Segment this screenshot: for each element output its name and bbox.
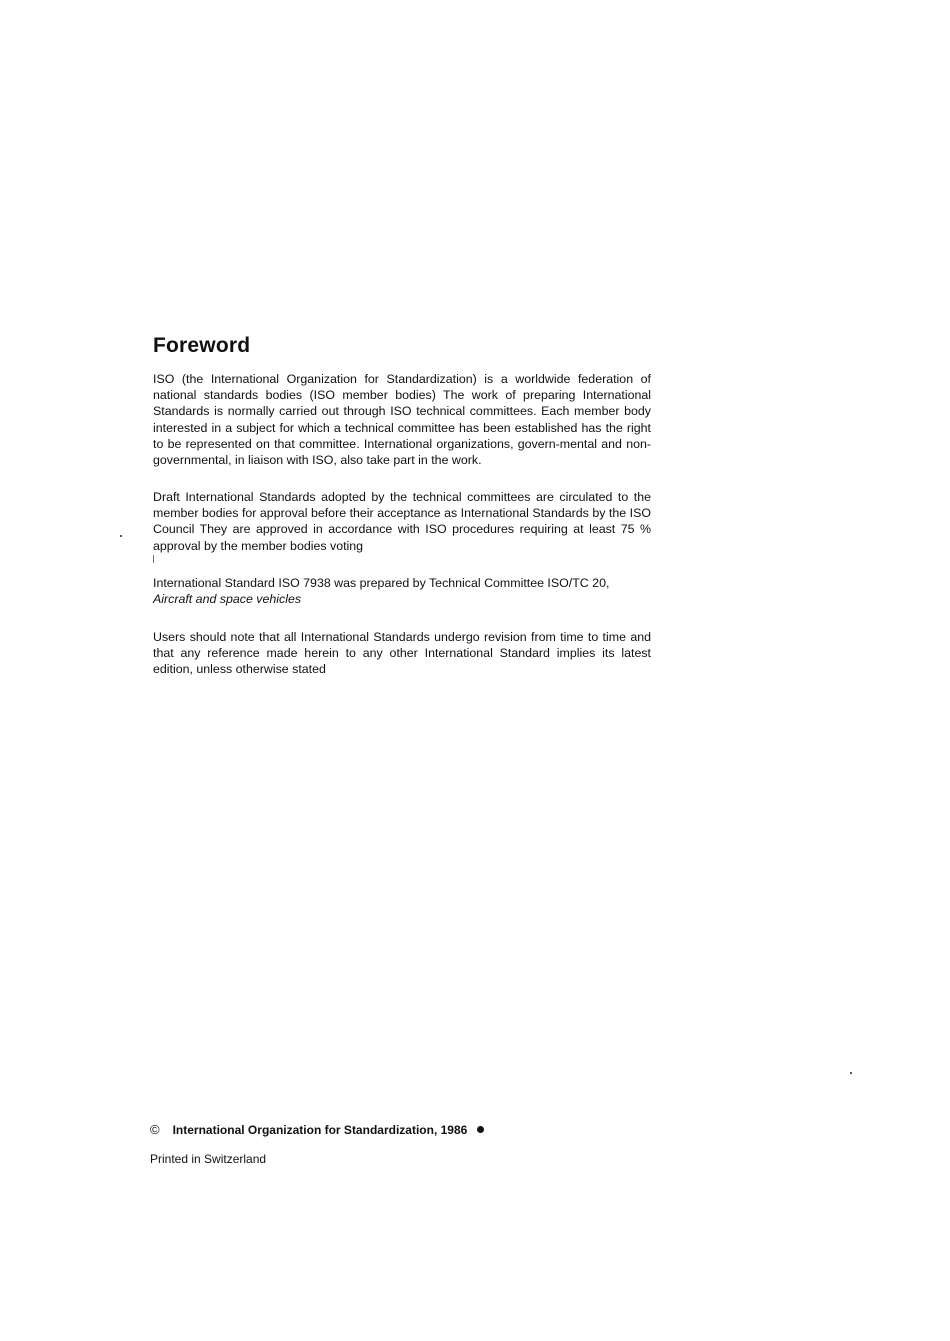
committee-title: Aircraft and space vehicles	[153, 592, 302, 607]
copyright-icon: ©	[150, 1122, 160, 1137]
copyright-text: International Organization for Standardization, 1986	[172, 1122, 468, 1137]
page-title: Foreword	[153, 334, 251, 357]
prepared-by-text: International Standard ISO 7938 was prepared by Technical Committee ISO/TC 20,	[153, 576, 610, 590]
scan-mark	[153, 555, 154, 563]
foreword-paragraph-prepared-by	[153, 575, 651, 607]
printed-in-note: Printed in Switzerland	[150, 1152, 267, 1166]
scan-speck	[120, 535, 122, 537]
foreword-paragraph-revision-note: Users should note that all International Standards undergo revision from time to time and that any reference made herein to any other International Standard implies its latest edition, unless otherwise stated	[153, 630, 651, 677]
scan-speck	[850, 1072, 852, 1074]
foreword-paragraph-iso-intro: ISO (the International Organization for Standardization) is a worldwide federation of national standards bodies (ISO member bodies) The work of preparing International Standards is normally carried out through ISO technical committees. Each member body interested in a subject for which a technical committee has been established has the right to be represented on that committee. International organizations, govern-mental and non-governmental, in liaison with ISO, also take part in the work.	[153, 372, 651, 468]
copyright-line	[150, 1122, 484, 1137]
bullet-icon	[477, 1126, 484, 1133]
foreword-paragraph-draft-standards: Draft International Standards adopted by the technical committees are circulated to the member bodies for approval before their acceptance as International Standards by the ISO Council They are approved in accordance with ISO procedures requiring at least 75 % approval by the member bodies voting	[153, 490, 651, 553]
